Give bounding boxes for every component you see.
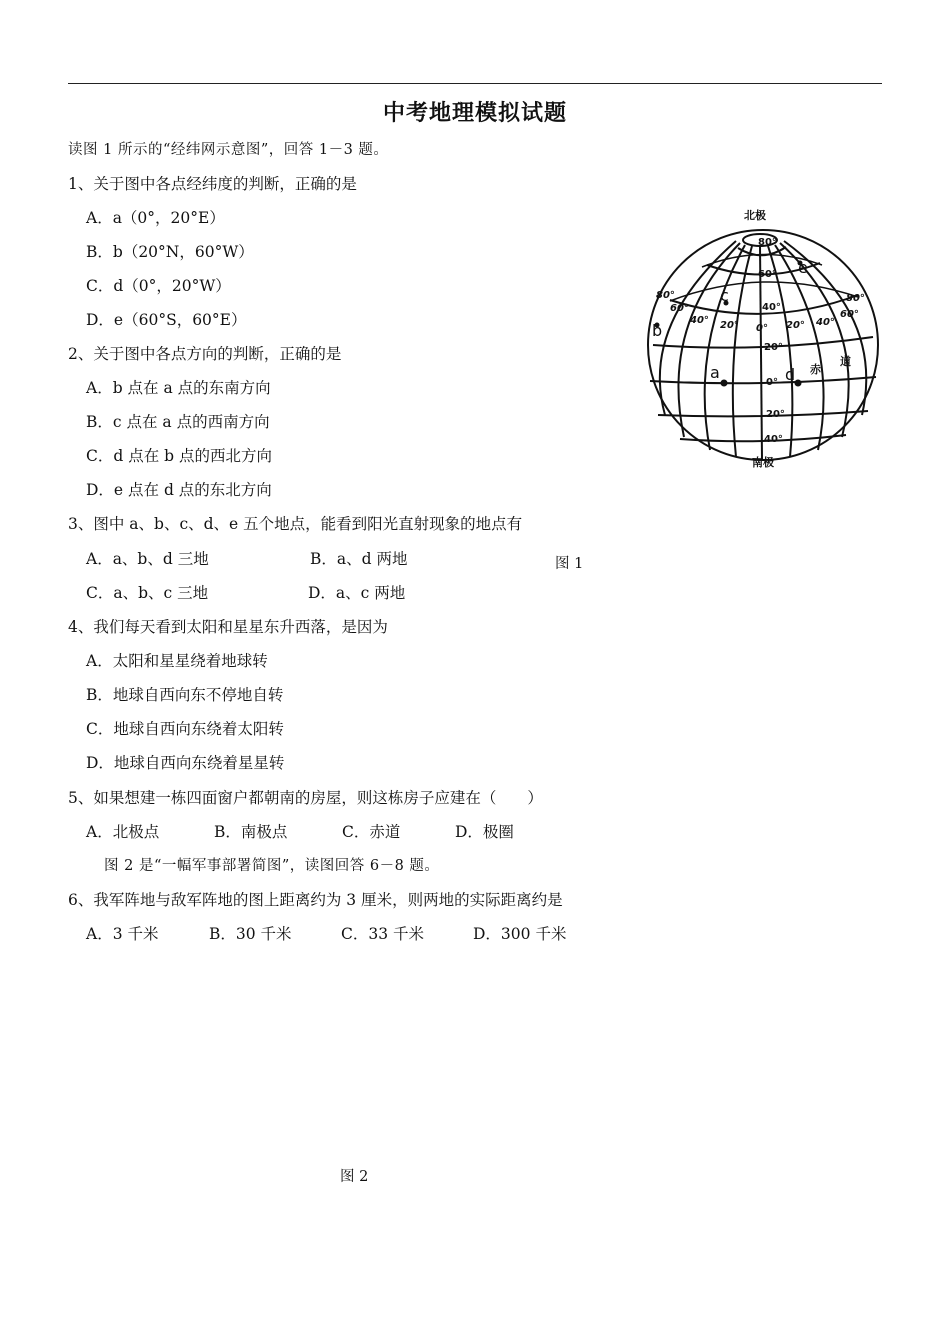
- lat-label: 60°: [758, 269, 777, 280]
- page-title: 中考地理模拟试题: [382, 101, 567, 126]
- header-rule: [68, 83, 882, 84]
- point-d-dot: [795, 380, 802, 387]
- q2-option-c: C．d 点在 b 点的西北方向: [86, 447, 272, 465]
- q3-option-b: B．a、d 两地: [310, 550, 408, 568]
- q3-option-a: A．a、b、d 三地: [86, 550, 209, 568]
- q4-option-a: A．太阳和星星绕着地球转: [86, 652, 268, 670]
- q4-option-b: B．地球自西向东不停地自转: [86, 686, 284, 704]
- intro-fig2: 图 2 是“一幅军事部署简图”，读图回答 6－8 题。: [104, 858, 440, 874]
- lat-label: 40°: [764, 434, 783, 445]
- lon-label: 80°: [846, 293, 865, 304]
- q2-option-b: B．c 点在 a 点的西南方向: [86, 413, 270, 431]
- fig2-caption: 图 2: [340, 1169, 369, 1185]
- lat-label: 20°: [764, 342, 783, 353]
- q6-option-d: D．300 千米: [473, 925, 567, 943]
- equator-line: [650, 377, 876, 383]
- south-pole-label: 南极: [752, 456, 774, 469]
- q2-stem: 2、关于图中各点方向的判断，正确的是: [68, 345, 342, 363]
- q1-option-b: B．b（20°N，60°W）: [86, 243, 254, 261]
- fig1-caption: 图 1: [555, 556, 584, 572]
- equator-label-2: 道: [840, 355, 851, 368]
- lon-label: 20°: [786, 320, 805, 331]
- q3-stem: 3、图中 a、b、c、d、e 五个地点，能看到阳光直射现象的地点有: [68, 515, 523, 533]
- q2-option-a: A．b 点在 a 点的东南方向: [86, 379, 271, 397]
- lon-label: 80°: [656, 290, 675, 301]
- lat-label: 80°: [758, 237, 777, 248]
- q1-stem: 1、关于图中各点经纬度的判断，正确的是: [68, 175, 357, 193]
- q1-option-d: D．e（60°S，60°E）: [86, 311, 247, 329]
- q5-option-c: C．赤道: [342, 823, 401, 841]
- lon-label: 60°: [670, 303, 689, 314]
- q1-option-c: C．d（0°，20°W）: [86, 277, 231, 295]
- q6-option-b: B．30 千米: [209, 925, 292, 943]
- lon-label: 40°: [690, 315, 709, 326]
- point-d-label: d: [785, 365, 796, 384]
- q4-stem: 4、我们每天看到太阳和星星东升西落，是因为: [68, 618, 388, 636]
- point-e-label: e: [798, 258, 808, 277]
- lon-label: 20°: [720, 320, 739, 331]
- q5-stem: 5、如果想建一栋四面窗户都朝南的房屋，则这栋房子应建在（ ）: [68, 789, 543, 807]
- point-a-dot: [721, 380, 728, 387]
- globe-figure: [640, 205, 885, 470]
- lat-label: 40°: [762, 302, 781, 313]
- q3-option-c: C．a、b、c 三地: [86, 584, 209, 602]
- lon-label: 0°: [756, 323, 768, 334]
- q4-option-d: D．地球自西向东绕着星星转: [86, 754, 285, 772]
- lon-label: 40°: [816, 317, 835, 328]
- q1-option-a: A．a（0°，20°E）: [86, 209, 225, 227]
- lon-label: 60°: [840, 309, 859, 320]
- lat-20n-line: [653, 337, 873, 348]
- q6-option-a: A．3 千米: [86, 925, 159, 943]
- point-c-label: c: [720, 286, 729, 305]
- q2-option-d: D．e 点在 d 点的东北方向: [86, 481, 272, 499]
- point-a-label: a: [710, 363, 720, 382]
- point-b-label: b: [652, 321, 663, 340]
- meridian-20w: [733, 246, 752, 457]
- q5-option-a: A．北极点: [86, 823, 160, 841]
- lat-label: 20°: [766, 409, 785, 420]
- q5-option-b: B．南极点: [214, 823, 288, 841]
- north-pole-label: 北极: [744, 209, 766, 222]
- q4-option-c: C．地球自西向东绕着太阳转: [86, 720, 284, 738]
- intro-fig1: 读图 1 所示的“经纬网示意图”，回答 1－3 题。: [68, 142, 389, 158]
- q5-option-d: D．极圈: [455, 823, 514, 841]
- q6-stem: 6、我军阵地与敌军阵地的图上距离约为 3 厘米，则两地的实际距离约是: [68, 891, 563, 909]
- q6-option-c: C．33 千米: [341, 925, 425, 943]
- q3-option-d: D．a、c 两地: [308, 584, 406, 602]
- equator-label-1: 赤: [810, 363, 821, 376]
- lat-20s-line: [658, 411, 868, 416]
- lat-label: 0°: [766, 377, 778, 388]
